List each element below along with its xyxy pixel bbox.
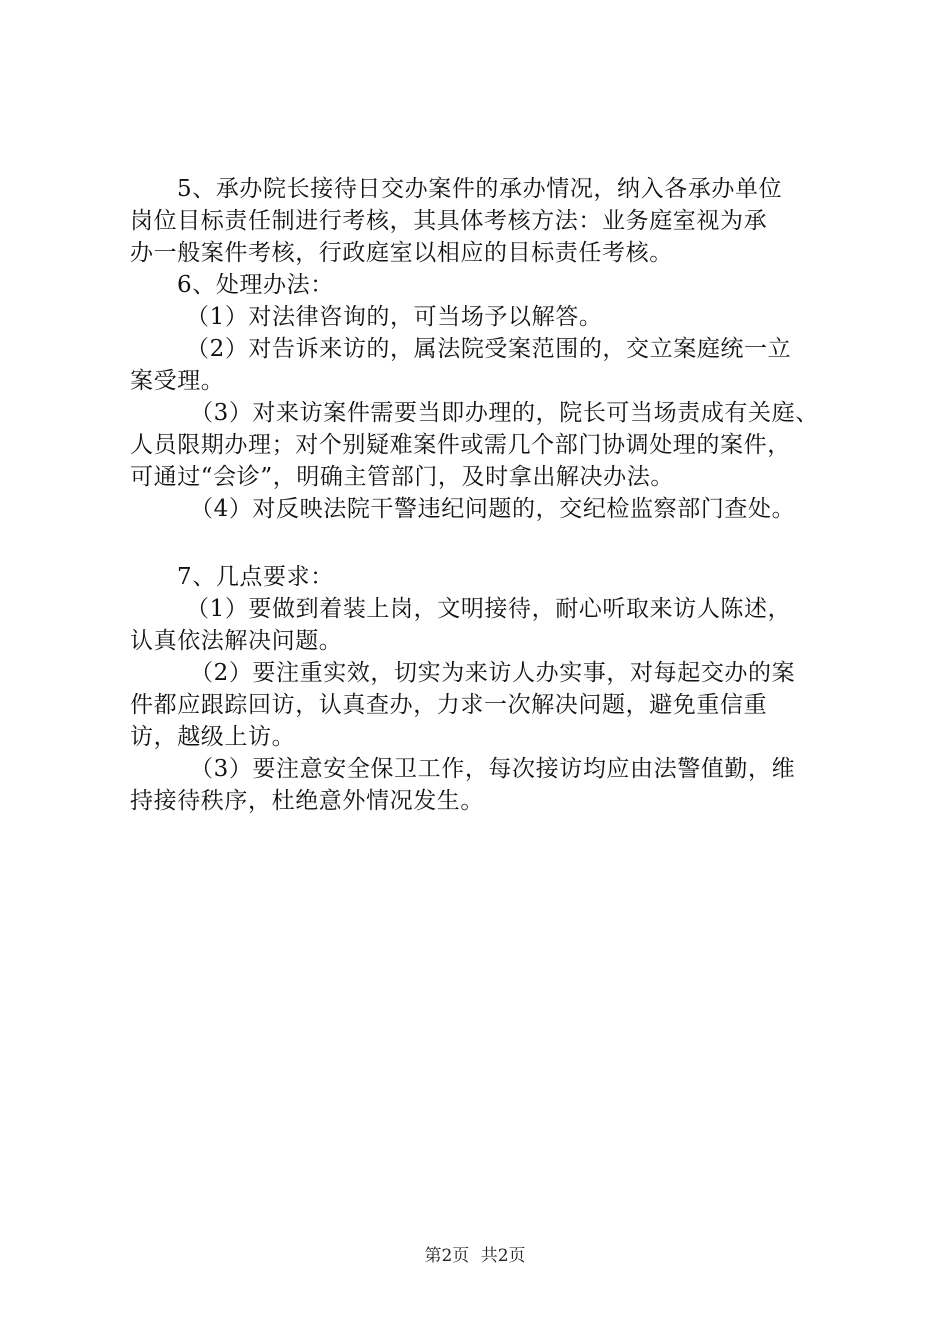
item-6-1: （1）对法律咨询的，可当场予以解答。: [186, 304, 603, 330]
item-7-3-line-2: 持接待秩序，杜绝意外情况发生。: [130, 788, 484, 814]
page-footer: [0, 1244, 950, 1268]
section-6-heading: 6、处理办法：: [177, 272, 334, 298]
page-number: 第2页: [424, 1246, 470, 1266]
item-6-2-line-1: （2）对告诉来访的，属法院受案范围的，交立案庭统一立: [186, 336, 792, 362]
item-6-2-line-2: 案受理。: [130, 368, 225, 394]
paragraph-5-line-1: 5、承办院长接待日交办案件的承办情况，纳入各承办单位: [177, 176, 783, 202]
paragraph-5-line-2: 岗位目标责任制进行考核，其具体考核方法：业务庭室视为承: [130, 208, 768, 234]
item-6-3-line-2: 人员限期办理；对个别疑难案件或需几个部门协调处理的案件，: [130, 432, 791, 458]
paragraph-5-line-3: 办一般案件考核，行政庭室以相应的目标责任考核。: [130, 240, 673, 266]
item-6-4: （4）对反映法院干警违纪问题的，交纪检监察部门查处。: [190, 496, 796, 522]
item-7-2-line-1: （2）要注重实效，切实为来访人办实事，对每起交办的案: [190, 660, 796, 686]
item-7-1-line-1: （1）要做到着装上岗，文明接待，耐心听取来访人陈述，: [186, 596, 792, 622]
paragraph-gap: [130, 525, 840, 561]
item-7-2-line-3: 访，越级上访。: [130, 724, 296, 750]
page-total: 共2页: [480, 1246, 526, 1266]
item-7-3-line-1: （3）要注意安全保卫工作，每次接访均应由法警值勤，维: [190, 756, 796, 782]
item-7-1-line-2: 认真依法解决问题。: [130, 628, 343, 654]
item-6-3-line-3: 可通过“会诊”，明确主管部门，及时拿出解决办法。: [130, 464, 674, 490]
document-body: [130, 173, 840, 817]
section-7-heading: 7、几点要求：: [177, 564, 334, 590]
item-7-2-line-2: 件都应跟踪回访，认真查办，力求一次解决问题，避免重信重: [130, 692, 768, 718]
item-6-3-line-1: （3）对来访案件需要当即办理的，院长可当场责成有关庭、: [190, 400, 819, 426]
